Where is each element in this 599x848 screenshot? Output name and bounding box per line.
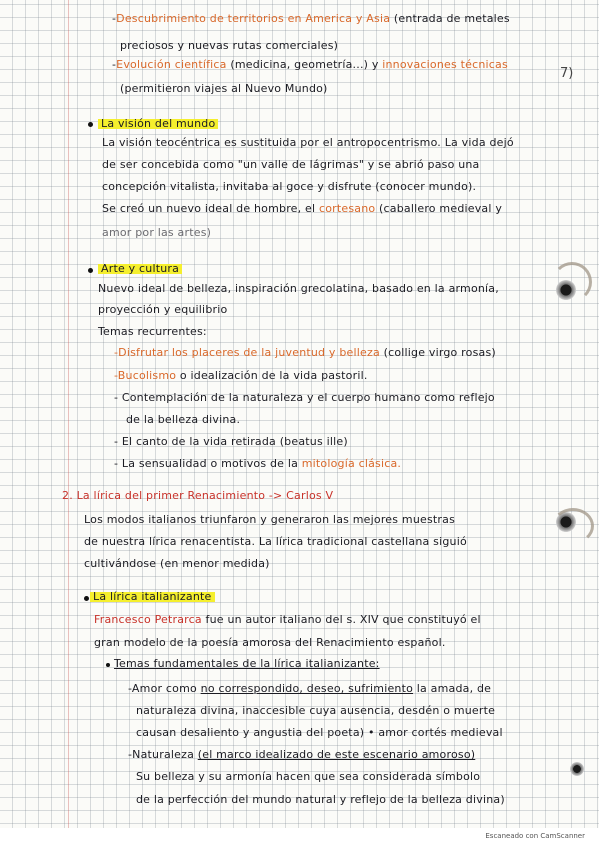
- note-line-t1: -Disfrutar los placeres de la juventud y belleza (collige virgo rosas): [114, 346, 496, 359]
- note-line-p6: causan desaliento y angustia del poeta) • amor cortés medieval: [136, 726, 503, 739]
- corner-mark: 7): [560, 66, 574, 81]
- note-line-a1: Nuevo ideal de belleza, inspiración grecolatina, basado en la armonía,: [98, 282, 499, 295]
- note-line-p2: gran modelo de la poesía amorosa del Renacimiento español.: [94, 636, 446, 649]
- note-line-p4: -Amor como no correspondido, deseo, sufrimiento la amada, de: [128, 682, 492, 695]
- note-line-t5: - El canto de la vida retirada (beatus ille): [114, 435, 348, 448]
- scanner-watermark: Escaneado con CamScanner: [485, 832, 585, 840]
- binder-ring-middle: [552, 508, 594, 544]
- bullet-dot: [88, 268, 93, 273]
- note-line-2: preciosos y nuevas rutas comerciales): [120, 39, 339, 52]
- margin-line: [68, 0, 69, 830]
- note-line-v2: de ser concebida como "un valle de lágrimas" y se abrió paso una: [102, 158, 480, 171]
- note-line-3: -Evolución científica (medicina, geometría...) y innovaciones técnicas: [112, 58, 508, 71]
- note-line-v1: La visión teocéntrica es sustituida por el antropocentrismo. La vida dejó: [102, 136, 514, 149]
- heading-arte-y-cultura: Arte y cultura: [98, 262, 182, 276]
- note-line-p5: naturaleza divina, inaccesible cuya ausencia, desdén o muerte: [136, 704, 496, 717]
- heading-lirica-italianizante: La lírica italianizante: [90, 590, 215, 604]
- bullet-dot: [88, 122, 93, 127]
- note-line-1: -Descubrimiento de territorios en America y Asia (entrada de metales: [112, 12, 510, 25]
- note-line-a3: Temas recurrentes:: [98, 325, 207, 338]
- note-line-p3: Temas fundamentales de la lírica italianizante:: [114, 657, 380, 670]
- section-heading-primer-renacimiento: 2. La lírica del primer Renacimiento -> Carlos V: [62, 489, 334, 502]
- note-line-b2: de nuestra lírica renacentista. La lírica tradicional castellana siguió: [84, 535, 467, 548]
- note-line-t3: - Contemplación de la naturaleza y el cuerpo humano como reflejo: [114, 391, 495, 404]
- binder-hole-bottom: [570, 762, 584, 776]
- note-line-b1: Los modos italianos triunfaron y generaron las mejores muestras: [84, 513, 455, 526]
- bullet-dot: [84, 596, 89, 601]
- note-line-p1: Francesco Petrarca fue un autor italiano del s. XIV que constituyó el: [94, 613, 481, 626]
- bullet-dot: [106, 663, 110, 667]
- note-line-t2: -Bucolismo o idealización de la vida pastoril.: [114, 369, 368, 382]
- note-line-t4: de la belleza divina.: [126, 413, 241, 426]
- note-line-v3: concepción vitalista, invitaba al goce y disfrute (conocer mundo).: [102, 180, 477, 193]
- note-line-p9: de la perfección del mundo natural y reflejo de la belleza divina): [136, 793, 505, 806]
- heading-vision-del-mundo: La visión del mundo: [98, 117, 218, 131]
- note-line-a2: proyección y equilibrio: [98, 303, 228, 316]
- note-line-4: (permitieron viajes al Nuevo Mundo): [120, 82, 328, 95]
- note-line-b3: cultivándose (en menor medida): [84, 557, 270, 570]
- note-line-v4: Se creó un nuevo ideal de hombre, el cortesano (caballero medieval y: [102, 202, 503, 215]
- note-line-t6: - La sensualidad o motivos de la mitología clásica.: [114, 457, 402, 470]
- binder-ring-top: [552, 262, 592, 302]
- note-line-v5: amor por las artes): [102, 226, 212, 239]
- note-line-p8: Su belleza y su armonía hacen que sea considerada símbolo: [136, 770, 481, 783]
- note-line-p7: -Naturaleza (el marco idealizado de este escenario amoroso): [128, 748, 476, 761]
